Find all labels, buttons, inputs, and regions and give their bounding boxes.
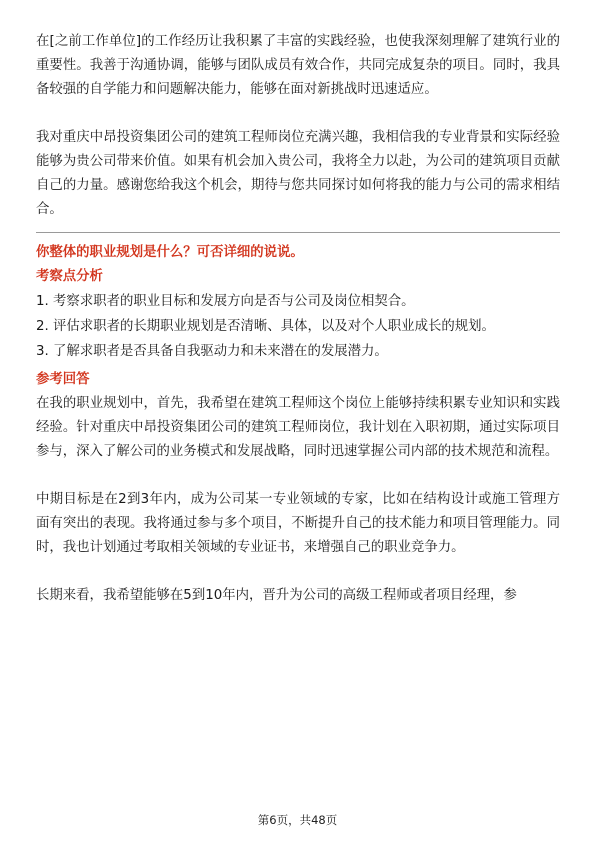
intro-paragraph-2: 我对重庆中昂投资集团公司的建筑工程师岗位充满兴趣，我相信我的专业背景和实际经验能够为贵公司带来价值。如果有机会加入贵公司，我将全力以赴，为公司的建筑项目贡献自己的力量。感谢您给我这个机会，期待与您共同探讨如何将我的能力与公司的需求相结合。 [36,130,560,217]
paragraph-gap [36,102,560,126]
analysis-item: 3. 了解求职者是否具备自我驱动力和未来潜在的发展潜力。 [36,344,388,359]
answer-paragraph-3: 长期来看，我希望能够在5到10年内，晋升为公司的高级工程师或者项目经理，参 [36,588,517,603]
answer-paragraph-1: 在我的职业规划中，首先，我希望在建筑工程师这个岗位上能够持续积累专业知识和实践经验。针对重庆中昂投资集团公司的建筑工程师岗位，我计划在入职初期，通过实际项目参与，深入了解公司的业务模式和发展战略，同时迅速掌握公司内部的技术规范和流程。 [36,396,560,459]
interview-question: 你整体的职业规划是什么？可否详细的说说。 [36,245,304,260]
intro-paragraph-1: 在[之前工作单位]的工作经历让我积累了丰富的实践经验，也使我深刻理解了建筑行业的重要性。我善于沟通协调，能够与团队成员有效合作，共同完成复杂的项目。同时，我具备较强的自学能力和问题解决能力，能够在面对新挑战时迅速适应。 [36,34,560,97]
paragraph-gap [36,464,560,488]
paragraph-gap [36,560,560,584]
analysis-item: 1. 考察求职者的职业目标和发展方向是否与公司及岗位相契合。 [36,294,415,309]
analysis-heading: 考察点分析 [36,269,103,284]
page-content [36,30,560,608]
section-divider [36,232,560,233]
analysis-item: 2. 评估求职者的长期职业规划是否清晰、具体，以及对个人职业成长的规划。 [36,319,495,334]
analysis-list [36,289,560,364]
answer-heading: 参考回答 [36,372,90,387]
page-number: 第6页，共48页 [257,813,338,827]
page-footer [0,812,595,828]
answer-paragraph-2: 中期目标是在2到3年内，成为公司某一专业领域的专家，比如在结构设计或施工管理方面有突出的表现。我将通过参与多个项目，不断提升自己的技术能力和项目管理能力。同时，我也计划通过考取相关领域的专业证书，来增强自己的职业竞争力。 [36,492,560,555]
